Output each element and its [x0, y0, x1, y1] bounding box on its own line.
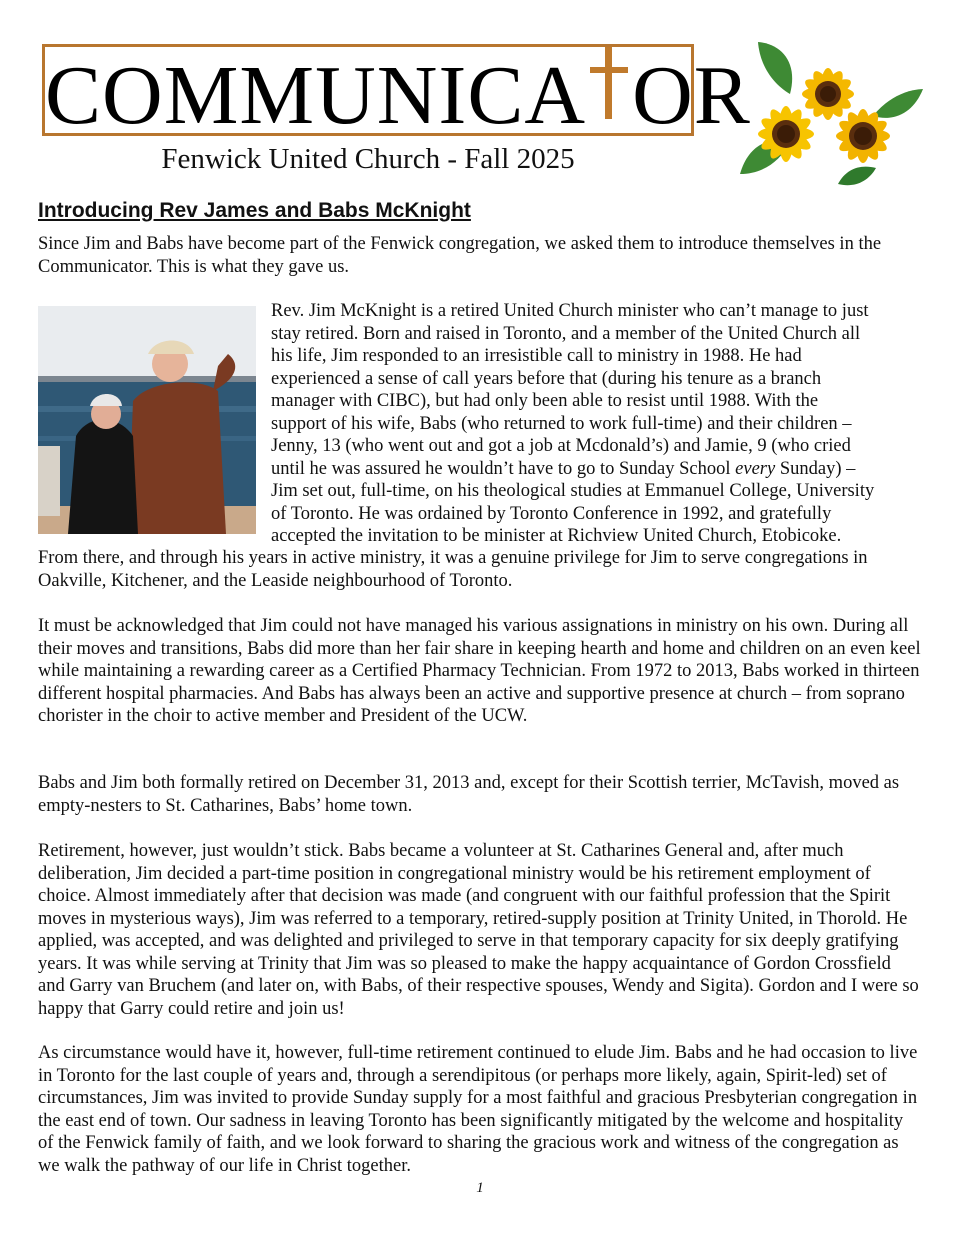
text-line: manager with CIBC), but had only been able to resist until 1988. With the [271, 391, 819, 411]
sunflowers-image [728, 34, 928, 194]
text-line: until he was assured he wouldn’t have to go to Sunday School [271, 458, 736, 479]
text-line: support of his wife, Babs (who returned to work full-time) and their children – [271, 413, 852, 434]
text-line: experienced a sense of call years before that (during his tenure as a branch [271, 368, 822, 389]
masthead-title [45, 49, 751, 142]
masthead-title-box [42, 44, 751, 142]
text-line: of Toronto. He was ordained by Toronto Conference in 1992, and gratefully [271, 503, 832, 524]
paragraph-2: It must be acknowledged that Jim could not have managed his various assignations in ministry on his own. During all their moves and transitions, Babs did more than her fair share in keeping hearth and home and children on an even keel while maintaining a rewarding career as a Certified Pharmacy Technician. From 1972 to 2013, Babs worked in thirteen different hospital pharmacies. And Babs has always been an active and supportive presence at church – from soprano chorister in the choir to active member and President of the UCW. [38, 616, 921, 726]
paragraph-1-continued: From there, and through his years in active ministry, it was a genuine privilege for Jim to serve congregations in Oakville, Kitchener, and the Leaside neighbourhood of Toronto. [38, 548, 868, 591]
text-line: Rev. Jim McKnight is a retired United Church minister who can’t manage to just [271, 301, 869, 321]
couple-photo [38, 306, 256, 534]
paragraph-5: As circumstance would have it, however, full-time retirement continued to elude Jim. Babs and he had occasion to live in Toronto for the last couple of years and, through a serendipitous (or perhaps more likely, again, Spirit-led) set of circumstances, Jim was invited to provide Sunday supply for a most faithful and gracious Presbyterian congregation in the east end of town. Our sadness in leaving Toronto has been significantly mitigated by the welcome and hospitality of the Fenwick family of faith, and we look forward to sharing the gracious work and witness of the congregation as we walk the pathway of our life in Christ together. [38, 1043, 918, 1176]
emphasis-text: every [735, 458, 776, 479]
paragraph-1-wrapped [271, 300, 922, 548]
intro-paragraph: Since Jim and Babs have become part of the Fenwick congregation, we asked them to introduce themselves in the Communicator. This is what they gave us. [38, 234, 882, 277]
text-line: accepted the invitation to be minister at Richview United Church, Etobicoke. [271, 526, 842, 546]
sunflower-icon [801, 67, 854, 120]
masthead-title-part-1: COMMUNICA [45, 49, 587, 142]
cross-icon [584, 53, 634, 123]
paragraph-3: Babs and Jim both formally retired on December 31, 2013 and, except for their Scottish terrier, McTavish, moved as empty-nesters to St. Catharines, Babs’ home town. [38, 773, 900, 816]
text-line: his life, Jim responded to an irresistible call to ministry in 1988. He had [271, 346, 802, 366]
text-line: Sunday) – [775, 458, 856, 479]
text-line: Jenny, 13 (who went out and got a job at Mcdonald’s) and Jamie, 9 (who cried [271, 436, 851, 456]
paragraph-4: Retirement, however, just wouldn’t stick. Babs became a volunteer at St. Catharines General and, after much deliberation, Jim decided a part-time position in congregational ministry would be his retirement employment of choice. Almost immediately after that decision was made (and congruent with our faithful profession that the Spirit moves in mysterious ways), Jim was referred to a temporary, retired-supply position at Trinity United, in Thorold. He applied, was accepted, and was delighted and privileged to serve in that temporary capacity for six deeply gratifying years. It was while serving at Trinity that Jim was so pleased to make the happy acquaintance of Gordon Crossfield and Garry van Bruchem (and later on, with Babs, of their respective spouses, Wendy and Sigita). Gordon and I were so happy that Garry could retire and join us! [38, 841, 919, 1019]
text-line: Jim set out, full-time, on his theological studies at Emmanuel College, University [271, 481, 875, 501]
text-line: stay retired. Born and raised in Toronto, and a member of the United Church all [271, 323, 861, 344]
page-number: 1 [476, 1180, 484, 1196]
article-heading: Introducing Rev James and Babs McKnight [38, 199, 471, 222]
masthead-subtitle: Fenwick United Church - Fall 2025 [161, 143, 575, 175]
masthead-title-part-2: OR [632, 49, 751, 142]
